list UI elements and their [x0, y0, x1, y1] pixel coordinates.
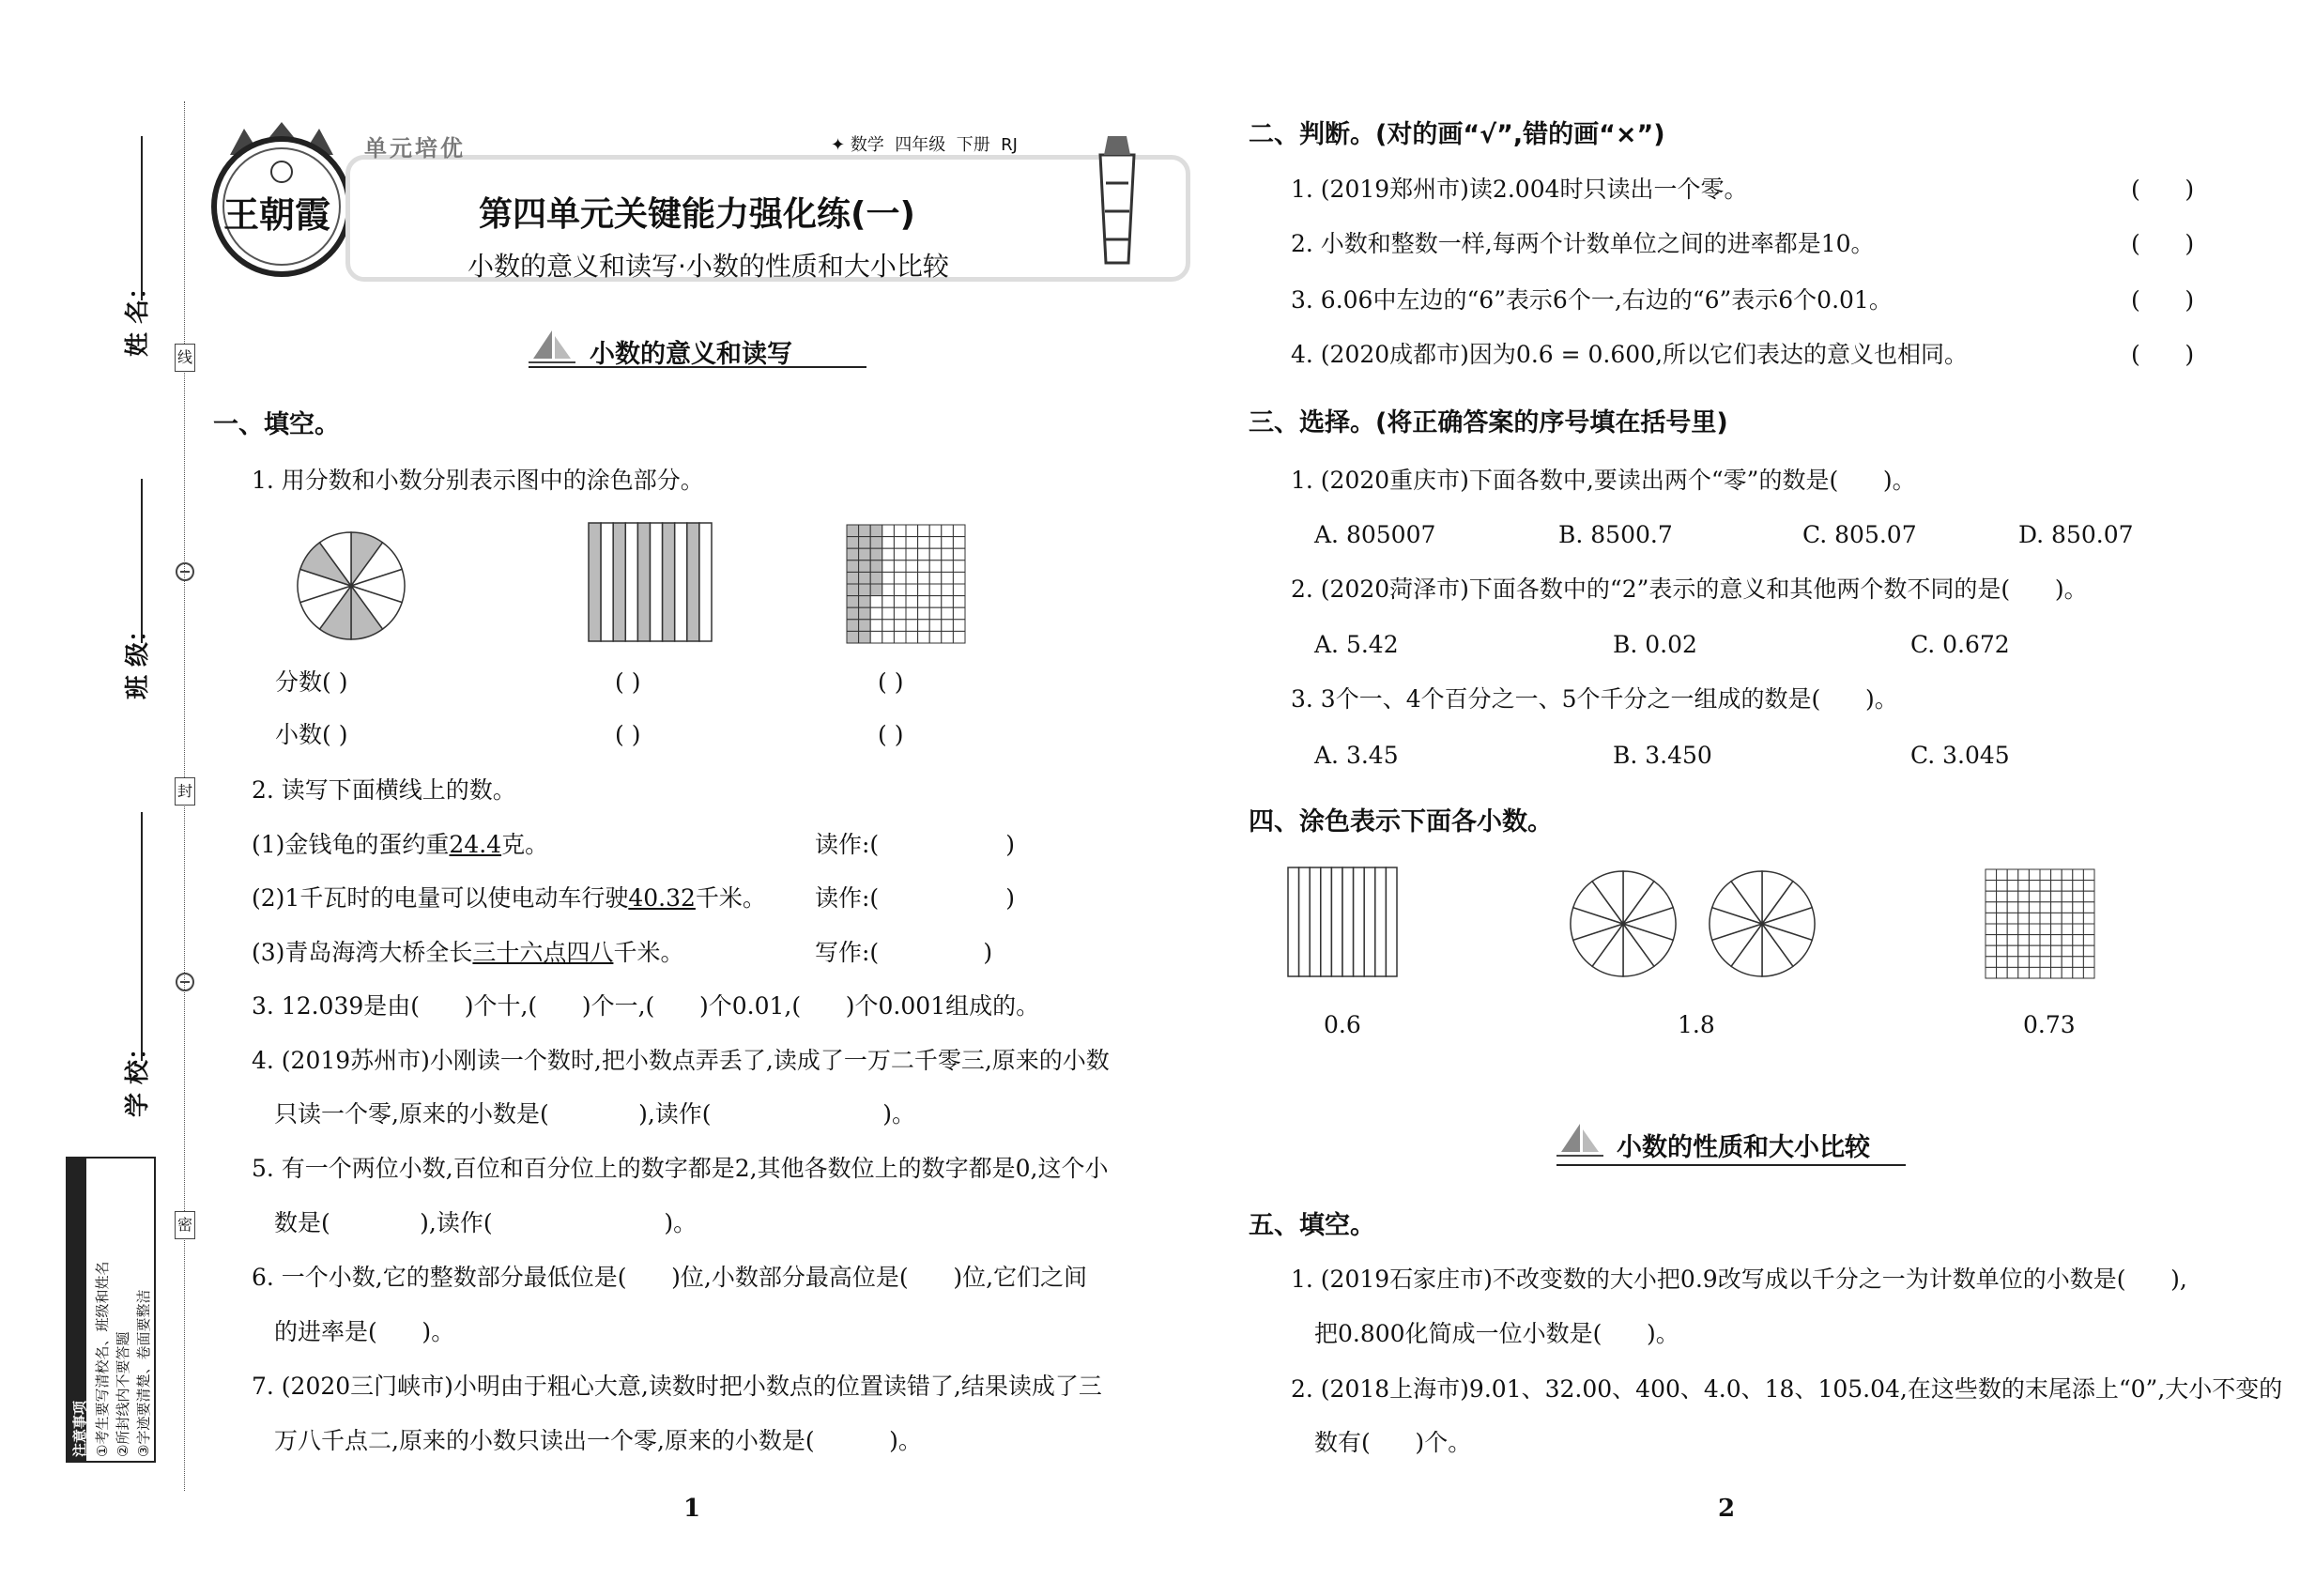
judge-2-blank: ( ): [2131, 230, 2195, 257]
strip-figure-blank: [1286, 866, 1399, 978]
q2-item-2: (2)1千瓦时的电量可以使电动车行驶40.32千米。: [252, 884, 766, 912]
cut-word-line: 线: [175, 344, 195, 372]
school-line: [141, 812, 143, 1061]
page-subtitle: 小数的意义和读写·小数的性质和大小比较: [468, 251, 949, 282]
q2-item-1-answer: 读作:( ): [815, 831, 1016, 858]
p4-label-3: 0.73: [2023, 1011, 2076, 1038]
part3-heading: 三、选择。(将正确答案的序号填在括号里): [1249, 408, 1728, 437]
choice-1-opt-c: C. 805.07: [1802, 521, 1917, 548]
pie-figure-blank-1: [1568, 868, 1679, 979]
subject-meta: ✦ 数学 四年级 下册 RJ: [831, 135, 1018, 155]
q2-item-3-answer: 写作:( ): [815, 939, 993, 966]
question-3: 3. 12.039是由( )个十,( )个一,( )个0.01,( )个0.001组成的。: [252, 992, 1040, 1020]
q1-fraction-blank-2: ( ): [615, 668, 641, 696]
cut-word-secret: 密: [175, 1211, 195, 1239]
choice-1-opt-a: A. 805007: [1314, 521, 1436, 548]
question-7-line-2: 万八千点二,原来的小数只读出一个零,原来的小数是( )。: [274, 1427, 922, 1454]
scissors-icon: [175, 972, 195, 992]
section-underline: [529, 366, 866, 368]
part5-heading: 五、填空。: [1249, 1211, 1375, 1240]
fill-2-line-2: 数有( )个。: [1314, 1429, 1472, 1456]
school-label: 学 校：: [124, 1035, 152, 1117]
name-line: [141, 136, 143, 300]
fill-1-line-1: 1. (2019石家庄市)不改变数的大小把0.9改写成以千分之一为计数单位的小数是( ),: [1291, 1266, 2187, 1293]
choice-3-opt-c: C. 3.045: [1910, 742, 2010, 769]
choice-3-opt-a: A. 3.45: [1314, 742, 1399, 769]
part1-heading: 一、填空。: [213, 410, 340, 439]
choice-3: 3. 3个一、4个百分之一、5个千分之一组成的数是( )。: [1291, 685, 1898, 713]
q1-fraction-blank-3: ( ): [878, 668, 904, 696]
part4-heading: 四、涂色表示下面各小数。: [1249, 807, 1553, 836]
judge-3: 3. 6.06中左边的“6”表示6个一,右边的“6”表示6个0.01。: [1291, 286, 1893, 314]
scissors-icon: [175, 561, 195, 582]
page-number-1: 1: [683, 1495, 701, 1523]
judge-3-blank: ( ): [2131, 286, 2195, 314]
lighthouse-icon: [1080, 127, 1155, 268]
section-banner-1: 小数的意义和读写: [590, 340, 792, 369]
choice-1: 1. (2020重庆市)下面各数中,要读出两个“零”的数是( )。: [1291, 467, 1916, 494]
page-number-2: 2: [1718, 1495, 1736, 1523]
question-5-line-1: 5. 有一个两位小数,百位和百分位上的数字都是2,其他各数位上的数字都是0,这个小: [252, 1155, 1109, 1182]
q1-fraction-label: 分数( ): [275, 668, 348, 696]
judge-2: 2. 小数和整数一样,每两个计数单位之间的进率都是10。: [1291, 230, 1875, 257]
q1-decimal-blank-2: ( ): [615, 721, 641, 748]
section-banner-2: 小数的性质和大小比较: [1617, 1133, 1870, 1162]
q1-decimal-label: 小数( ): [275, 721, 348, 748]
judge-4-blank: ( ): [2131, 341, 2195, 368]
choice-2-opt-a: A. 5.42: [1314, 631, 1399, 658]
choice-2-opt-b: B. 0.02: [1613, 631, 1697, 658]
question-6-line-1: 6. 一个小数,它的整数部分最低位是( )位,小数部分最高位是( )位,它们之间: [252, 1264, 1088, 1291]
notes-box: [66, 1157, 156, 1463]
sailboat-icon: [529, 329, 575, 366]
notes-title-text: 注意事项: [71, 1400, 88, 1457]
question-4-line-2: 只读一个零,原来的小数是( ),读作( )。: [274, 1100, 916, 1128]
judge-1: 1. (2019郑州市)读2.004时只读出一个零。: [1291, 176, 1748, 203]
pie-figure: [295, 529, 407, 642]
star-icon: ✦: [831, 135, 851, 155]
note-item-2: ②所封线内不要答题: [115, 1331, 131, 1457]
question-7-line-1: 7. (2020三门峡市)小明由于粗心大意,读数时把小数点的位置读错了,结果读成了三: [252, 1373, 1102, 1400]
fill-1-line-2: 把0.800化简成一位小数是( )。: [1314, 1320, 1679, 1347]
page-title: 第四单元关键能力强化练(一): [479, 195, 915, 234]
class-line: [141, 479, 143, 643]
judge-1-blank: ( ): [2131, 176, 2195, 203]
section-underline-2: [1556, 1164, 1906, 1166]
choice-3-opt-b: B. 3.450: [1613, 742, 1712, 769]
question-2: 2. 读写下面横线上的数。: [252, 776, 516, 804]
choice-1-opt-b: B. 8500.7: [1558, 521, 1673, 548]
question-4-line-1: 4. (2019苏州市)小刚读一个数时,把小数点弄丢了,读成了一万二千零三,原来的小数: [252, 1047, 1110, 1074]
note-item-1: ①考生要写清校名、班级和姓名: [94, 1261, 111, 1457]
choice-2: 2. (2020菏泽市)下面各数中的“2”表示的意义和其他两个数不同的是( )。: [1291, 575, 2088, 603]
grid-figure-blank: [1984, 867, 2096, 980]
cut-word-seal: 封: [175, 777, 195, 806]
choice-1-opt-d: D. 850.07: [2018, 521, 2134, 548]
p4-label-1: 0.6: [1324, 1011, 1361, 1038]
note-item-3: ③字迹要清楚、卷面要整洁: [135, 1289, 152, 1457]
q2-item-1: (1)金钱龟的蛋约重24.4克。: [252, 831, 549, 858]
brand-name: 王朝霞: [223, 193, 331, 236]
q1-decimal-blank-3: ( ): [878, 721, 904, 748]
question-6-line-2: 的进率是( )。: [274, 1318, 455, 1345]
series-tab: 单元培优: [364, 135, 466, 161]
strip-figure: [587, 521, 713, 643]
sailboat-icon: [1556, 1122, 1603, 1159]
q2-item-3: (3)青岛海湾大桥全长三十六点四八千米。: [252, 939, 684, 966]
q2-item-2-answer: 读作:( ): [815, 884, 1016, 912]
name-label: 姓 名：: [124, 274, 152, 357]
question-5-line-2: 数是( ),读作( )。: [274, 1209, 698, 1236]
p4-label-2: 1.8: [1678, 1011, 1715, 1038]
question-1: 1. 用分数和小数分别表示图中的涂色部分。: [252, 467, 704, 494]
grid-figure: [845, 523, 967, 645]
class-label: 班 级：: [124, 617, 152, 699]
part2-heading: 二、判断。(对的画“√”,错的画“×”): [1249, 120, 1665, 149]
fill-2-line-1: 2. (2018上海市)9.01、32.00、400、4.0、18、105.04,在这些数的末尾添上“0”,大小不变的: [1291, 1375, 2283, 1403]
judge-4: 4. (2020成都市)因为0.6 = 0.600,所以它们表达的意义也相同。: [1291, 341, 1969, 368]
pie-figure-blank-2: [1707, 868, 1817, 979]
choice-2-opt-c: C. 0.672: [1910, 631, 2010, 658]
